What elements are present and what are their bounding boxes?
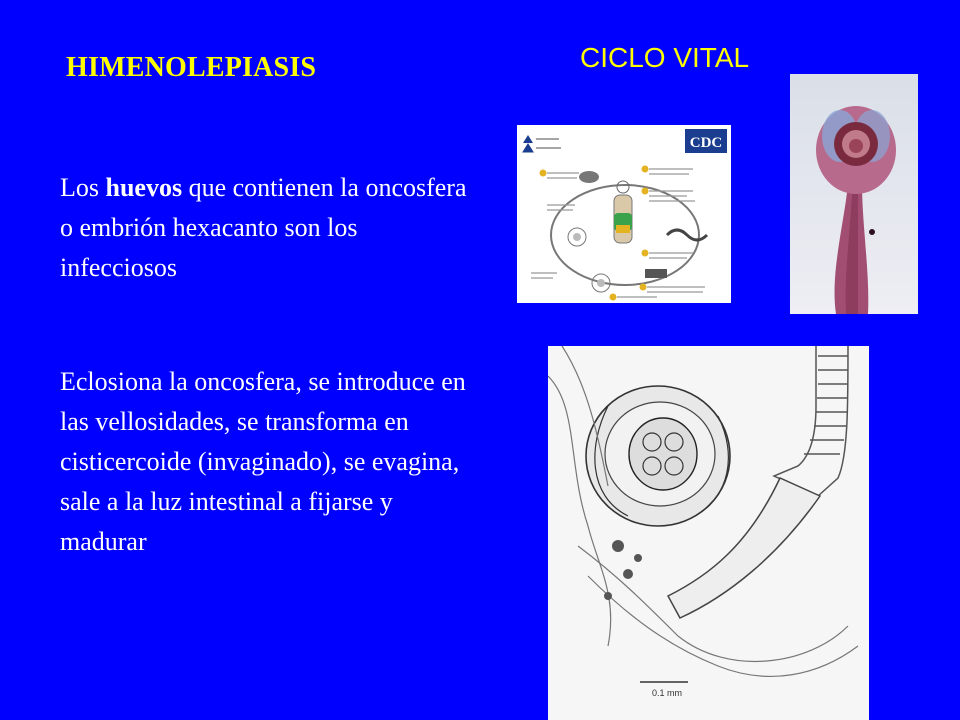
cdc-logo: [685, 129, 727, 153]
cdc-logo-text: CDC: [689, 135, 723, 151]
paragraph-oncosphere: Eclosiona la oncosfera, se introduce en las vellosidades, se transforma en cisticercoide (invaginado), se evagina, sale a la luz intestinal a fijarse y madurar: [60, 367, 466, 556]
cysticercoid-drawing-image: [548, 346, 869, 720]
scale-bar-label: 0.1 mm: [652, 688, 683, 698]
paragraph-eggs-before: Los: [60, 173, 106, 202]
scolex-micrograph-image: [790, 74, 918, 314]
slide-title: HIMENOLEPIASIS: [66, 52, 317, 83]
paragraph-eggs: [60, 168, 480, 288]
paragraph-eggs-after: que contienen la oncosfera o embrión hexacanto son los infecciosos: [60, 173, 467, 282]
life-cycle-diagram-image: [517, 125, 731, 303]
slide-subtitle: CICLO VITAL: [580, 42, 750, 73]
paragraph-eggs-bold: huevos: [105, 173, 183, 202]
